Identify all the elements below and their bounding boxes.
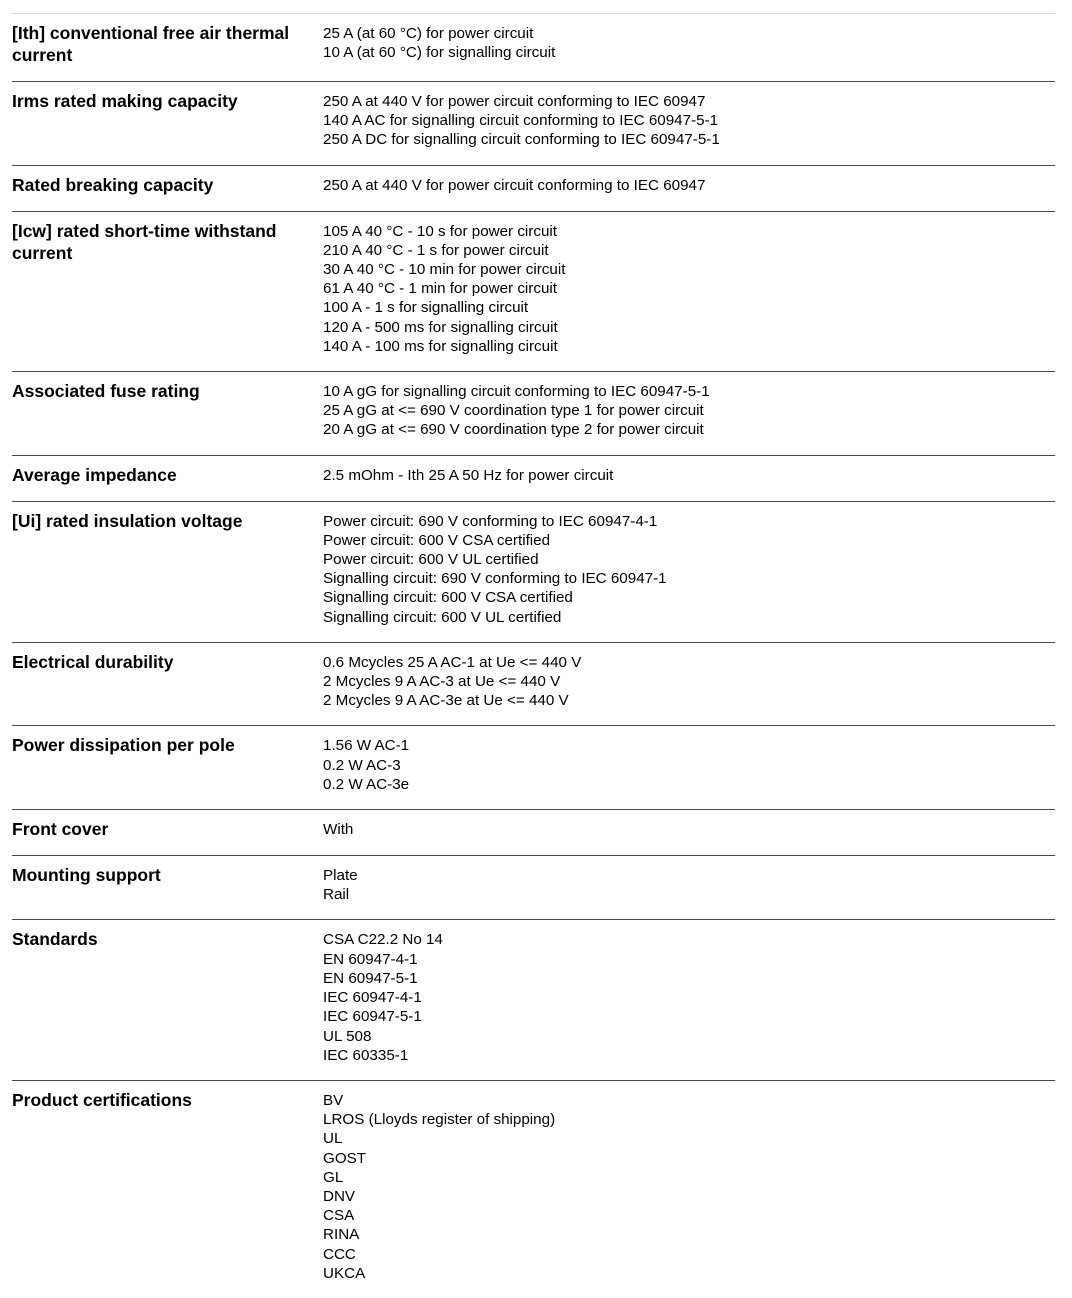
spec-value: UL 508 <box>323 1027 372 1045</box>
spec-values <box>323 174 1055 195</box>
spec-value: 10 A (at 60 °C) for signalling circuit <box>323 44 556 62</box>
spec-value: Signalling circuit: 600 V UL certified <box>323 608 562 626</box>
spec-value: 0.6 Mcycles 25 A AC-1 at Ue <= 440 V <box>323 653 582 671</box>
spec-value: EN 60947-4-1 <box>323 950 418 968</box>
spec-row <box>12 372 1055 456</box>
spec-label: Electrical durability <box>12 651 174 672</box>
spec-row <box>12 166 1055 212</box>
spec-row <box>12 212 1055 372</box>
spec-value: 10 A gG for signalling circuit conforming to IEC 60947-5-1 <box>323 383 710 401</box>
spec-values <box>323 864 1055 904</box>
spec-value: 250 A DC for signalling circuit conforming to IEC 60947-5-1 <box>323 131 720 149</box>
spec-values <box>323 22 1055 62</box>
spec-row <box>12 643 1055 727</box>
spec-value: 1.56 W AC-1 <box>323 737 410 755</box>
spec-row <box>12 456 1055 502</box>
spec-value: UKCA <box>323 1264 366 1282</box>
spec-value: Signalling circuit: 600 V CSA certified <box>323 589 573 607</box>
spec-value: CSA <box>323 1207 355 1225</box>
spec-label: Mounting support <box>12 865 161 886</box>
spec-row <box>12 502 1055 643</box>
spec-value: DNV <box>323 1187 356 1205</box>
spec-value: Power circuit: 690 V conforming to IEC 60947-4-1 <box>323 512 658 530</box>
spec-value: 210 A 40 °C - 1 s for power circuit <box>323 241 549 259</box>
spec-value: 140 A - 100 ms for signalling circuit <box>323 337 558 355</box>
spec-value: 100 A - 1 s for signalling circuit <box>323 299 529 317</box>
spec-row <box>12 1081 1055 1298</box>
spec-value: Power circuit: 600 V CSA certified <box>323 531 551 549</box>
spec-value: IEC 60947-5-1 <box>323 1008 422 1026</box>
spec-value: Signalling circuit: 690 V conforming to IEC 60947-1 <box>323 570 667 588</box>
spec-row <box>12 14 1055 82</box>
spec-values <box>323 734 1055 794</box>
spec-row <box>12 726 1055 810</box>
spec-label: Standards <box>12 929 98 950</box>
spec-label: Product certifications <box>12 1089 192 1110</box>
spec-rows <box>12 14 1055 1298</box>
spec-value: 61 A 40 °C - 1 min for power circuit <box>323 280 557 298</box>
spec-values <box>323 818 1055 839</box>
spec-row <box>12 920 1055 1080</box>
spec-value: RINA <box>323 1226 360 1244</box>
spec-label: Rated breaking capacity <box>12 174 214 195</box>
spec-value: CCC <box>323 1245 356 1263</box>
spec-label: [Icw] rated short-time withstand current <box>12 220 277 263</box>
spec-value: IEC 60947-4-1 <box>323 989 422 1007</box>
spec-label: Power dissipation per pole <box>12 735 235 756</box>
spec-value: 0.2 W AC-3 <box>323 756 401 774</box>
spec-label: Irms rated making capacity <box>12 91 238 111</box>
spec-value: Power circuit: 600 V UL certified <box>323 551 539 569</box>
spec-values <box>323 90 1055 150</box>
spec-value: 0.2 W AC-3e <box>323 775 410 793</box>
spec-value: 140 A AC for signalling circuit conforming to IEC 60947-5-1 <box>323 112 719 130</box>
spec-value: With <box>323 821 354 839</box>
spec-value: IEC 60335-1 <box>323 1046 409 1064</box>
spec-values <box>323 464 1055 485</box>
spec-value: 120 A - 500 ms for signalling circuit <box>323 318 558 336</box>
spec-value: Plate <box>323 867 358 885</box>
spec-value: 25 A gG at <= 690 V coordination type 1 for power circuit <box>323 402 704 420</box>
spec-value: EN 60947-5-1 <box>323 969 418 987</box>
spec-table <box>12 13 1055 1298</box>
spec-label: Average impedance <box>12 464 177 485</box>
spec-value: 250 A at 440 V for power circuit conforming to IEC 60947 <box>323 93 706 110</box>
spec-value: 2.5 mOhm - Ith 25 A 50 Hz for power circuit <box>323 466 614 484</box>
spec-value: 2 Mcycles 9 A AC-3e at Ue <= 440 V <box>323 692 569 710</box>
spec-value: GOST <box>323 1149 367 1167</box>
spec-label: Associated fuse rating <box>12 381 200 402</box>
spec-value: 250 A at 440 V for power circuit conforming to IEC 60947 <box>323 176 706 194</box>
spec-values <box>323 1089 1055 1283</box>
spec-value: 2 Mcycles 9 A AC-3 at Ue <= 440 V <box>323 673 561 691</box>
spec-value: LROS (Lloyds register of shipping) <box>323 1111 556 1129</box>
spec-value: Rail <box>323 886 350 904</box>
spec-value: 30 A 40 °C - 10 min for power circuit <box>323 261 566 279</box>
spec-value: 20 A gG at <= 690 V coordination type 2 for power circuit <box>323 421 704 439</box>
spec-label: [Ith] conventional free air thermal current <box>12 23 290 65</box>
spec-value: 25 A (at 60 °C) for power circuit <box>323 25 534 42</box>
spec-values <box>323 928 1055 1064</box>
spec-row <box>12 82 1055 166</box>
spec-value: CSA C22.2 No 14 <box>323 931 443 949</box>
spec-row <box>12 810 1055 856</box>
spec-values <box>323 510 1055 627</box>
spec-values <box>323 380 1055 440</box>
spec-label: Front cover <box>12 819 109 840</box>
spec-row <box>12 856 1055 920</box>
spec-value: UL <box>323 1130 343 1148</box>
spec-values <box>323 651 1055 711</box>
spec-value: 105 A 40 °C - 10 s for power circuit <box>323 222 557 240</box>
spec-values <box>323 220 1055 356</box>
spec-value: GL <box>323 1168 344 1186</box>
spec-label: [Ui] rated insulation voltage <box>12 510 243 531</box>
spec-value: BV <box>323 1091 344 1109</box>
